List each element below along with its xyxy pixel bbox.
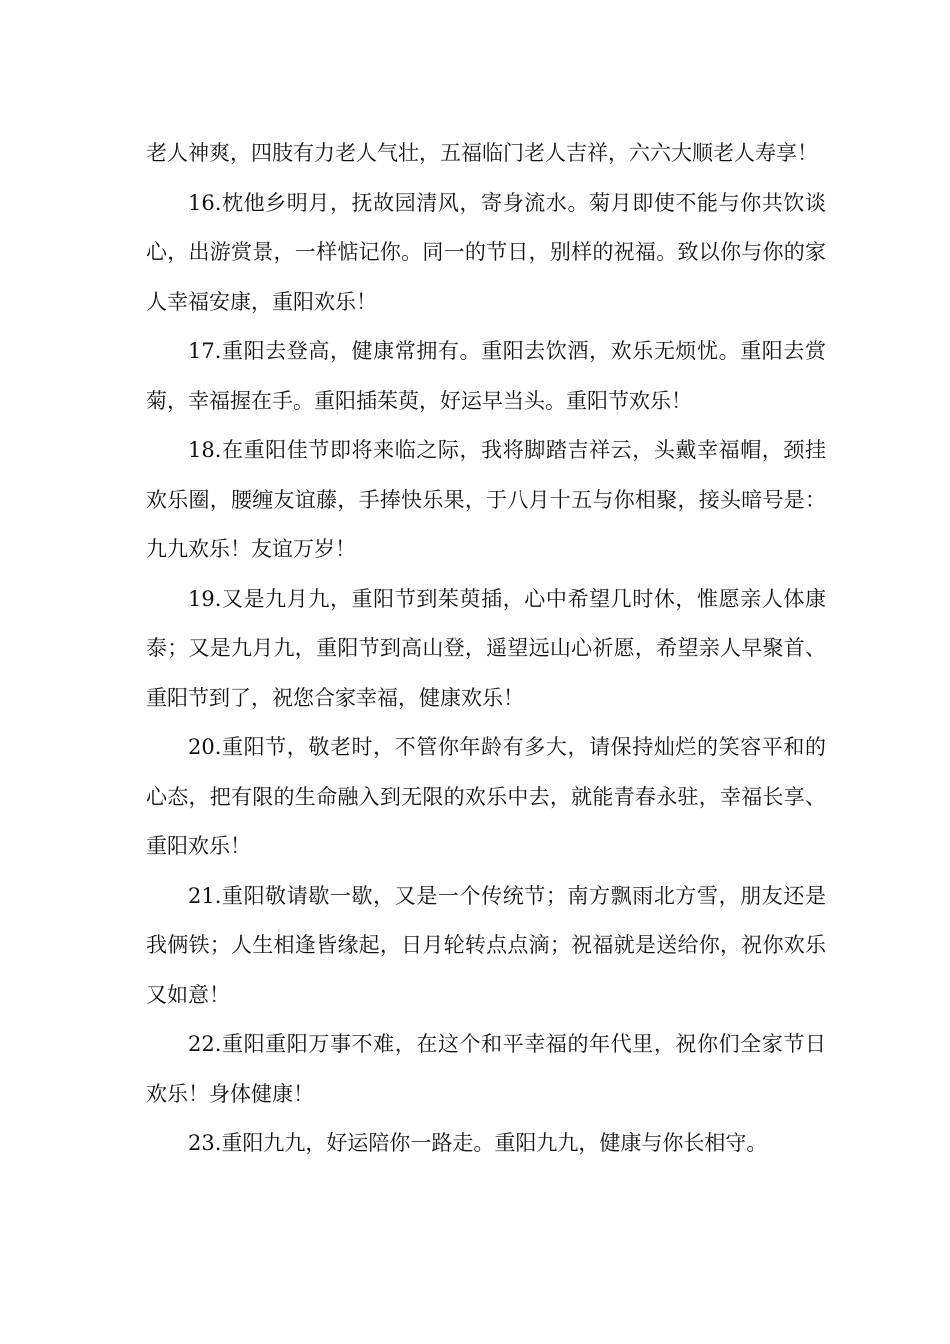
paragraph-16: 16.枕他乡明月，抚故园清风，寄身流水。菊月即使不能与你共饮谈心，出游赏景，一样惦记你。同一的节日，别样的祝福。致以你与你的家人幸福安康，重阳欢乐！: [146, 190, 826, 314]
paragraph-18: 18.在重阳佳节即将来临之际，我将脚踏吉祥云，头戴幸福帽，颈挂欢乐圈，腰缠友谊藤，手捧快乐果，于八月十五与你相聚，接头暗号是：九九欢乐！友谊万岁！: [146, 438, 826, 561]
paragraph-17: 17.重阳去登高，健康常拥有。重阳去饮酒，欢乐无烦忧。重阳去赏菊，幸福握在手。重阳插茱萸，好运早当头。重阳节欢乐！: [146, 339, 826, 413]
paragraph-20: 20.重阳节，敬老时，不管你年龄有多大，请保持灿烂的笑容平和的心态，把有限的生命融入到无限的欢乐中去，就能青春永驻，幸福长享、重阳欢乐！: [146, 735, 826, 858]
paragraph-19: 19.又是九月九，重阳节到茱萸插，心中希望几时休，惟愿亲人体康泰；又是九月九，重阳节到高山登，遥望远山心祈愿，希望亲人早聚首、重阳节到了，祝您合家幸福，健康欢乐！: [146, 586, 826, 710]
paragraph-23: 23.重阳九九，好运陪你一路走。重阳九九，健康与你长相守。: [188, 1131, 768, 1155]
paragraph-continued: 老人神爽，四肢有力老人气壮，五福临门老人吉祥，六六大顺老人寿享！: [146, 141, 818, 165]
paragraph-21: 21.重阳敬请歇一歇，又是一个传统节；南方飘雨北方雪，朋友还是我俩铁；人生相逢皆缘起，日月轮转点点滴；祝福就是送给你，祝你欢乐又如意！: [146, 883, 826, 1007]
paragraph-22: 22.重阳重阳万事不难，在这个和平幸福的年代里，祝你们全家节日欢乐！身体健康！: [146, 1032, 826, 1106]
document-body: [146, 129, 826, 1169]
